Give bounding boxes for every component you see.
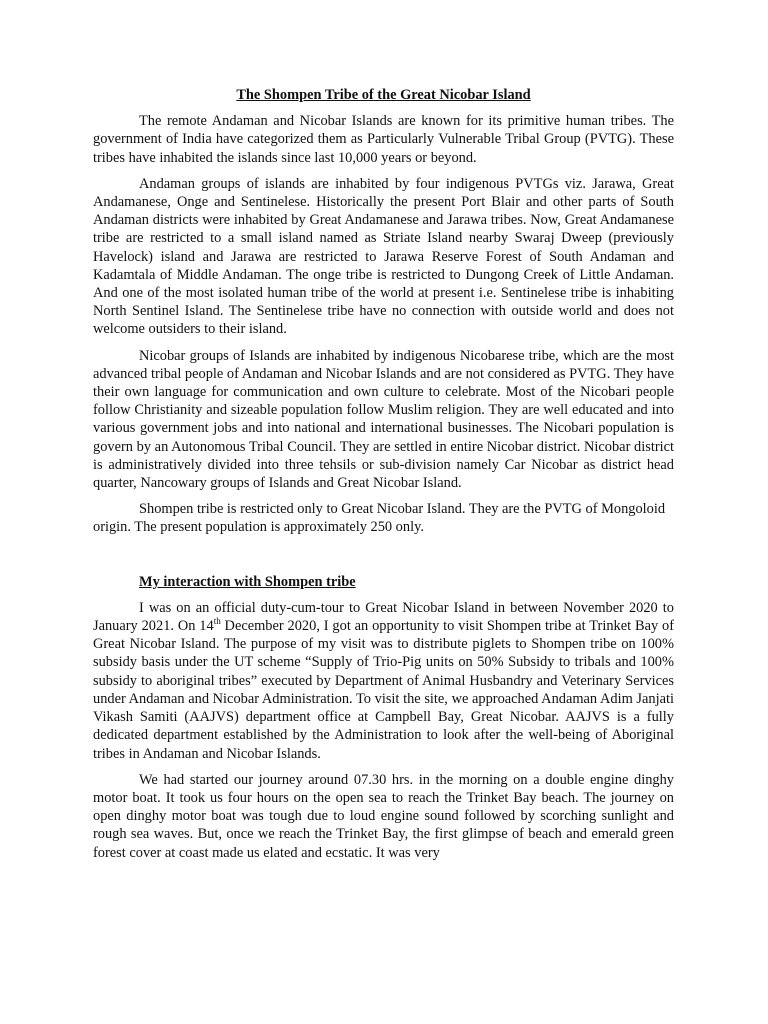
document-page [93,86,674,870]
paragraph-shompen-summary: Shompen tribe is restricted only to Great Nicobar Island. They are the PVTG of Mongoloid origin. The present population is approximately 250 only. [93,501,666,536]
document-title: The Shompen Tribe of the Great Nicobar Island [236,87,531,103]
section-heading: My interaction with Shompen tribe [139,573,356,590]
interaction-text-start: I was on an official duty-cum-tour to Great Nicobar Island in between November 2020 to January 2021. On 14 [93,599,674,635]
paragraph-nicobar-groups: Nicobar groups of Islands are inhabited by indigenous Nicobarese tribe, which are the most advanced tribal people of Andaman and Nicobar Islands and are not considered as PVTG. They have their own language for communication and own culture to celebrate. Most of the Nicobari people follow Christianity and sizeable population follow Muslim religion. They are well educated and into various government jobs and into national and international businesses. The Nicobari population is govern by an Autonomous Tribal Council. They are settled in entire Nicobar district. Nicobar district is administratively divided into three tehsils or sub-division namely Car Nicobar as district head quarter, Nancowary groups of Islands and Great Nicobar Island. [93,347,674,492]
date-ordinal-suffix: th [213,616,221,627]
paragraph-andaman-groups: Andaman groups of islands are inhabited by four indigenous PVTGs viz. Jarawa, Great Andamanese, Onge and Sentinelese. Historically the present Port Blair and other parts of South Andaman districts were inhabited by Great Andamanese and Jarawa tribes. Now, Great Andamanese tribe are restricted to a small island named as Striate Island nearby Swaraj Dweep (previously Havelock) island and Jarawa are restricted to Jarawa Reserve Forest of South Andaman and Kadamtala of Middle Andaman. The onge tribe is restricted to Dungong Creek of Little Andaman. And one of the most isolated human tribe of the world at present i.e. Sentinelese tribe is inhabiting North Sentinel Island. The Sentinelese tribe have no connection with outside world and does not welcome outsiders to their island. [93,175,674,338]
interaction-text-end: December 2020, I got an opportunity to visit Shompen tribe at Trinket Bay of Great Nicobar Island. The purpose of my visit was to distribute piglets to Shompen tribe on 100% subsidy basis under the UT scheme “Supply of Trio-Pig units on 50% Subsidy to tribals and 100% subsidy to aboriginal tribes” executed by Department of Animal Husbandry and Veterinary Services under Andaman and Nicobar Administration. To visit the site, we approached Andaman Adim Janjati Vikash Samiti (AAJVS) department office at Campbell Bay, Great Nicobar. AAJVS is a fully dedicated department established by the Administration to look after the well-being of Aboriginal tribes in Andaman and Nicobar Islands. [93,618,674,762]
paragraph-intro: The remote Andaman and Nicobar Islands are known for its primitive human tribes. The government of India have categorized them as Particularly Vulnerable Tribal Group (PVTG). These tribes have inhabited the islands since last 10,000 years or beyond. [93,113,674,166]
paragraph-journey: We had started our journey around 07.30 hrs. in the morning on a double engine dinghy motor boat. It took us four hours on the open sea to reach the Trinket Bay beach. The journey on open dinghy motor boat was tough due to loud engine sound followed by scorching sunlight and rough sea waves. But, once we reach the Trinket Bay, the first glimpse of beach and emerald green forest cover at coast made us elated and ecstatic. It was very [93,771,674,861]
paragraph-interaction [93,599,674,763]
